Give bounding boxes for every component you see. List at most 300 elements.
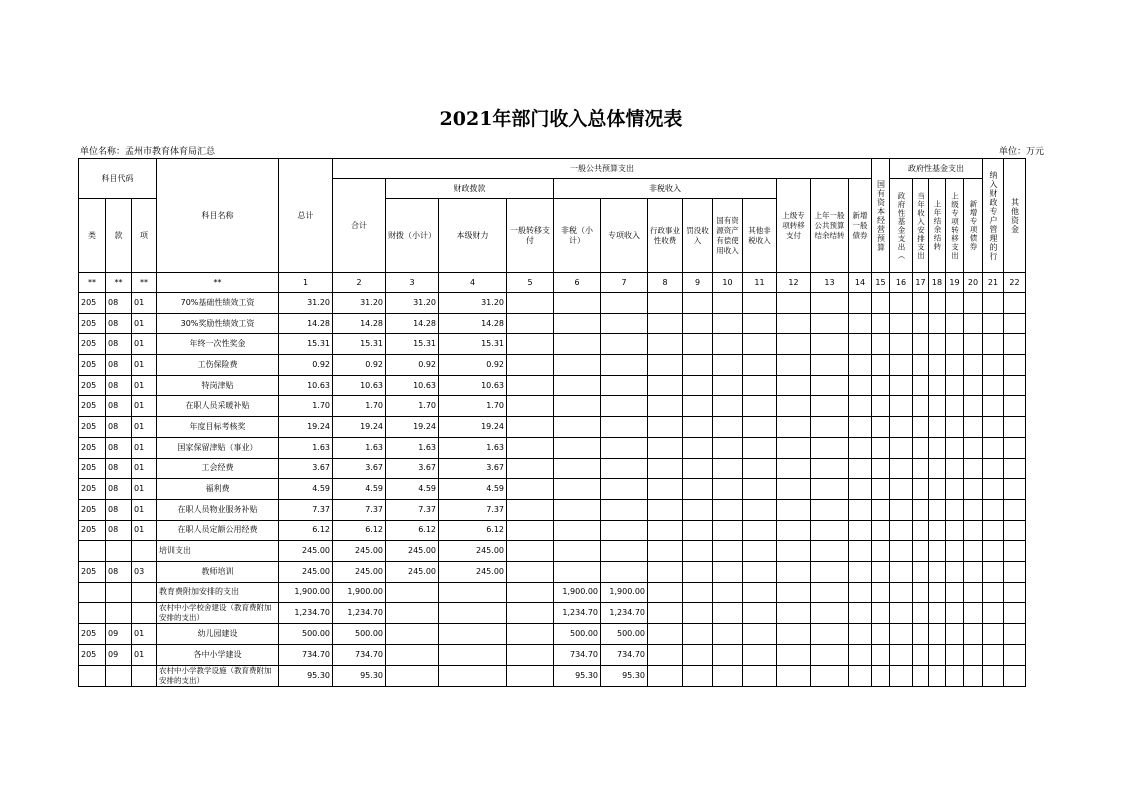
empty-cell (929, 541, 946, 562)
empty-cell (713, 520, 743, 541)
value-cell (554, 499, 601, 520)
empty-cell (713, 293, 743, 314)
value-cell: 245.00 (386, 561, 439, 582)
empty-cell (811, 437, 849, 458)
empty-cell (849, 520, 872, 541)
value-cell: 3.67 (439, 458, 507, 479)
empty-cell (777, 479, 811, 500)
column-number-cell: 21 (983, 273, 1004, 293)
value-cell: 1.70 (386, 396, 439, 417)
general-budget-header: 一般公共预算支出 (333, 159, 872, 179)
stars-cell: ** (157, 273, 279, 293)
xiang-cell: 01 (132, 520, 157, 541)
value-cell (439, 624, 507, 645)
empty-cell (743, 479, 777, 500)
xiang-cell (132, 603, 157, 624)
empty-cell (777, 293, 811, 314)
value-cell: 4.59 (333, 479, 386, 500)
table-row (79, 293, 1026, 314)
xiang-cell: 01 (132, 375, 157, 396)
empty-cell (713, 458, 743, 479)
column-number-cell: 3 (386, 273, 439, 293)
table-row (79, 645, 1026, 666)
empty-cell (983, 479, 1004, 500)
kuan-cell: 08 (106, 355, 132, 376)
empty-cell (1004, 479, 1026, 500)
new-debt-header: 新增一般债券 (849, 179, 872, 273)
xiang-cell: 01 (132, 334, 157, 355)
value-cell: 19.24 (386, 417, 439, 438)
value-cell: 1,234.70 (601, 603, 648, 624)
empty-cell (946, 603, 964, 624)
empty-cell (872, 541, 890, 562)
empty-cell (777, 582, 811, 603)
empty-cell (683, 603, 713, 624)
empty-cell (683, 665, 713, 686)
empty-cell (890, 603, 913, 624)
empty-cell (929, 665, 946, 686)
value-cell: 10.63 (439, 375, 507, 396)
value-cell: 1,234.70 (333, 603, 386, 624)
empty-cell (1004, 375, 1026, 396)
subject-name-cell: 农村中小学校舍建设（教育费附加安排的支出） (157, 603, 279, 624)
empty-cell (648, 355, 683, 376)
empty-cell (777, 603, 811, 624)
empty-cell (811, 582, 849, 603)
empty-cell (713, 355, 743, 376)
empty-cell (1004, 396, 1026, 417)
value-cell: 31.20 (279, 293, 333, 314)
empty-cell (1004, 293, 1026, 314)
value-cell (507, 624, 554, 645)
empty-cell (743, 293, 777, 314)
value-cell: 1,900.00 (279, 582, 333, 603)
value-cell: 1.70 (333, 396, 386, 417)
xiang-cell: 01 (132, 499, 157, 520)
empty-cell (648, 624, 683, 645)
empty-cell (648, 313, 683, 334)
kuan-cell: 08 (106, 479, 132, 500)
empty-cell (929, 437, 946, 458)
empty-cell (648, 520, 683, 541)
empty-cell (964, 582, 983, 603)
value-cell: 4.59 (279, 479, 333, 500)
value-cell: 0.92 (333, 355, 386, 376)
value-cell (601, 293, 648, 314)
state-capital-header: 国有资本经营预算 (872, 159, 890, 273)
empty-cell (1004, 437, 1026, 458)
column-number-cell: 13 (811, 273, 849, 293)
xiang-cell: 01 (132, 313, 157, 334)
value-cell: 245.00 (279, 541, 333, 562)
empty-cell (929, 624, 946, 645)
empty-cell (983, 582, 1004, 603)
empty-cell (713, 396, 743, 417)
empty-cell (1004, 561, 1026, 582)
xiang-cell: 01 (132, 624, 157, 645)
empty-cell (683, 458, 713, 479)
empty-cell (1004, 665, 1026, 686)
empty-cell (713, 645, 743, 666)
empty-cell (743, 396, 777, 417)
empty-cell (849, 375, 872, 396)
value-cell (554, 479, 601, 500)
empty-cell (913, 293, 929, 314)
kuan-cell: 08 (106, 334, 132, 355)
empty-cell (983, 437, 1004, 458)
value-cell: 0.92 (439, 355, 507, 376)
subject-name-cell: 农村中小学教学设施（教育费附加安排的支出） (157, 665, 279, 686)
lei-cell: 205 (79, 479, 106, 500)
empty-cell (777, 313, 811, 334)
lei-cell: 205 (79, 624, 106, 645)
empty-cell (913, 437, 929, 458)
value-cell: 3.67 (279, 458, 333, 479)
empty-cell (849, 645, 872, 666)
empty-cell (890, 293, 913, 314)
value-cell (554, 355, 601, 376)
empty-cell (946, 541, 964, 562)
empty-cell (777, 355, 811, 376)
empty-cell (929, 645, 946, 666)
value-cell (601, 458, 648, 479)
empty-cell (683, 355, 713, 376)
empty-cell (964, 396, 983, 417)
table-row (79, 417, 1026, 438)
empty-cell (777, 645, 811, 666)
empty-cell (913, 645, 929, 666)
empty-cell (713, 541, 743, 562)
empty-cell (713, 561, 743, 582)
empty-cell (872, 624, 890, 645)
empty-cell (929, 293, 946, 314)
empty-cell (890, 375, 913, 396)
empty-cell (913, 603, 929, 624)
value-cell: 1.63 (386, 437, 439, 458)
column-number-cell: 10 (713, 273, 743, 293)
value-cell: 31.20 (439, 293, 507, 314)
empty-cell (849, 334, 872, 355)
empty-cell (929, 396, 946, 417)
value-cell: 1.70 (279, 396, 333, 417)
empty-cell (648, 293, 683, 314)
value-cell (601, 417, 648, 438)
empty-cell (872, 375, 890, 396)
empty-cell (929, 458, 946, 479)
value-cell (507, 582, 554, 603)
empty-cell (872, 499, 890, 520)
subject-name-cell: 工会经费 (157, 458, 279, 479)
lei-cell: 205 (79, 499, 106, 520)
empty-cell (777, 437, 811, 458)
fiscal-account-header: 纳入财政专户管理的行 (983, 159, 1004, 273)
xiang-cell: 01 (132, 645, 157, 666)
empty-cell (648, 396, 683, 417)
empty-cell (913, 624, 929, 645)
empty-cell (890, 499, 913, 520)
empty-cell (983, 624, 1004, 645)
empty-cell (811, 665, 849, 686)
empty-cell (913, 355, 929, 376)
income-table (78, 158, 1026, 687)
empty-cell (1004, 624, 1026, 645)
empty-cell (872, 293, 890, 314)
lei-header: 类 (79, 199, 106, 273)
empty-cell (683, 541, 713, 562)
value-cell: 1,234.70 (279, 603, 333, 624)
stars-cell: ** (79, 273, 106, 293)
empty-cell (913, 582, 929, 603)
empty-cell (964, 479, 983, 500)
empty-cell (872, 520, 890, 541)
value-cell: 245.00 (279, 561, 333, 582)
empty-cell (964, 355, 983, 376)
value-cell: 95.30 (601, 665, 648, 686)
empty-cell (964, 313, 983, 334)
value-cell: 14.28 (333, 313, 386, 334)
empty-cell (913, 375, 929, 396)
table-row (79, 458, 1026, 479)
empty-cell (983, 313, 1004, 334)
empty-cell (872, 396, 890, 417)
value-cell: 15.31 (386, 334, 439, 355)
empty-cell (648, 665, 683, 686)
subject-name-cell: 福利费 (157, 479, 279, 500)
empty-cell (890, 665, 913, 686)
value-cell: 0.92 (279, 355, 333, 376)
empty-cell (872, 417, 890, 438)
lei-cell: 205 (79, 396, 106, 417)
empty-cell (964, 437, 983, 458)
unit-label: 单位：万元 (998, 147, 1044, 157)
kuan-cell: 09 (106, 645, 132, 666)
empty-cell (872, 355, 890, 376)
empty-cell (890, 520, 913, 541)
empty-cell (946, 665, 964, 686)
value-cell: 7.37 (279, 499, 333, 520)
empty-cell (743, 665, 777, 686)
column-number-cell: 9 (683, 273, 713, 293)
empty-cell (983, 603, 1004, 624)
empty-cell (983, 520, 1004, 541)
empty-cell (983, 293, 1004, 314)
empty-cell (890, 437, 913, 458)
lei-cell: 205 (79, 645, 106, 666)
empty-cell (913, 334, 929, 355)
kuan-cell: 08 (106, 437, 132, 458)
empty-cell (946, 561, 964, 582)
column-number-cell: 17 (913, 273, 929, 293)
kuan-cell: 08 (106, 561, 132, 582)
empty-cell (683, 582, 713, 603)
empty-cell (964, 561, 983, 582)
value-cell: 245.00 (333, 541, 386, 562)
column-number-cell: 7 (601, 273, 648, 293)
empty-cell (913, 458, 929, 479)
subject-name-cell: 70%基础性绩效工资 (157, 293, 279, 314)
empty-cell (743, 645, 777, 666)
kuan-cell: 09 (106, 624, 132, 645)
empty-cell (811, 603, 849, 624)
empty-cell (872, 458, 890, 479)
subtotal-header: 合计 (333, 179, 386, 273)
value-cell (507, 334, 554, 355)
table-row (79, 313, 1026, 334)
empty-cell (946, 313, 964, 334)
value-cell: 15.31 (333, 334, 386, 355)
empty-cell (683, 293, 713, 314)
empty-cell (1004, 355, 1026, 376)
value-cell (439, 582, 507, 603)
value-cell (439, 645, 507, 666)
xiang-cell (132, 665, 157, 686)
empty-cell (1004, 645, 1026, 666)
empty-cell (811, 396, 849, 417)
empty-cell (713, 334, 743, 355)
subject-name-cell: 在职人员采暖补贴 (157, 396, 279, 417)
upper-special-header: 上级专项转移支付 (777, 179, 811, 273)
empty-cell (1004, 520, 1026, 541)
value-cell (601, 375, 648, 396)
value-cell: 6.12 (439, 520, 507, 541)
value-cell (507, 603, 554, 624)
stars-cell: ** (106, 273, 132, 293)
empty-cell (713, 479, 743, 500)
table-row (79, 355, 1026, 376)
value-cell: 4.59 (439, 479, 507, 500)
value-cell (601, 355, 648, 376)
empty-cell (890, 624, 913, 645)
empty-cell (964, 458, 983, 479)
empty-cell (743, 458, 777, 479)
value-cell: 734.70 (601, 645, 648, 666)
empty-cell (683, 396, 713, 417)
lei-cell (79, 582, 106, 603)
lei-cell: 205 (79, 417, 106, 438)
empty-cell (913, 520, 929, 541)
value-cell: 500.00 (333, 624, 386, 645)
lei-cell: 205 (79, 293, 106, 314)
value-cell: 245.00 (333, 561, 386, 582)
empty-cell (743, 417, 777, 438)
value-cell (386, 665, 439, 686)
empty-cell (648, 582, 683, 603)
empty-cell (929, 334, 946, 355)
empty-cell (811, 499, 849, 520)
table-row (79, 541, 1026, 562)
empty-cell (890, 541, 913, 562)
value-cell: 245.00 (386, 541, 439, 562)
value-cell: 10.63 (386, 375, 439, 396)
empty-cell (811, 561, 849, 582)
empty-cell (946, 396, 964, 417)
column-number-cell: 20 (964, 273, 983, 293)
empty-cell (890, 396, 913, 417)
table-row (79, 624, 1026, 645)
empty-cell (929, 582, 946, 603)
other-nontax-header: 其他非税收入 (743, 199, 777, 273)
value-cell (507, 520, 554, 541)
value-cell: 1.70 (439, 396, 507, 417)
empty-cell (743, 499, 777, 520)
subject-name-cell: 30%奖励性绩效工资 (157, 313, 279, 334)
empty-cell (872, 582, 890, 603)
empty-cell (872, 665, 890, 686)
empty-cell (929, 499, 946, 520)
empty-cell (1004, 603, 1026, 624)
kuan-cell (106, 541, 132, 562)
lei-cell (79, 541, 106, 562)
value-cell (554, 396, 601, 417)
xiang-cell (132, 582, 157, 603)
empty-cell (743, 355, 777, 376)
empty-cell (811, 375, 849, 396)
value-cell: 1,234.70 (554, 603, 601, 624)
subject-name-cell: 年终一次性奖金 (157, 334, 279, 355)
upper-special-fund-header: 上级专项转移支出 (946, 179, 964, 273)
empty-cell (913, 313, 929, 334)
lei-cell: 205 (79, 313, 106, 334)
column-number-cell: 1 (279, 273, 333, 293)
empty-cell (713, 437, 743, 458)
empty-cell (872, 313, 890, 334)
column-number-cell: 5 (507, 273, 554, 293)
empty-cell (849, 582, 872, 603)
value-cell: 95.30 (279, 665, 333, 686)
value-cell: 6.12 (333, 520, 386, 541)
value-cell (554, 293, 601, 314)
empty-cell (683, 520, 713, 541)
empty-cell (777, 624, 811, 645)
value-cell (554, 458, 601, 479)
empty-cell (872, 603, 890, 624)
fiscal-sub-header: 财拨（小计） (386, 199, 439, 273)
value-cell: 3.67 (333, 458, 386, 479)
empty-cell (811, 479, 849, 500)
empty-cell (890, 313, 913, 334)
empty-cell (743, 313, 777, 334)
empty-cell (683, 375, 713, 396)
value-cell (507, 458, 554, 479)
empty-cell (683, 624, 713, 645)
empty-cell (648, 334, 683, 355)
empty-cell (946, 499, 964, 520)
empty-cell (946, 417, 964, 438)
value-cell: 500.00 (279, 624, 333, 645)
subject-name-cell: 特岗津贴 (157, 375, 279, 396)
empty-cell (743, 437, 777, 458)
empty-cell (648, 603, 683, 624)
gov-fund-sub-header: 政府性基金支出（ (890, 179, 913, 273)
empty-cell (849, 479, 872, 500)
empty-cell (648, 375, 683, 396)
value-cell: 95.30 (554, 665, 601, 686)
column-number-cell: 8 (648, 273, 683, 293)
value-cell: 6.12 (279, 520, 333, 541)
subject-name-cell: 教育费附加安排的支出 (157, 582, 279, 603)
empty-cell (811, 417, 849, 438)
value-cell (386, 603, 439, 624)
empty-cell (1004, 499, 1026, 520)
empty-cell (849, 561, 872, 582)
empty-cell (743, 582, 777, 603)
empty-cell (929, 355, 946, 376)
empty-cell (946, 375, 964, 396)
total-header: 总计 (279, 159, 333, 273)
value-cell (554, 313, 601, 334)
empty-cell (777, 520, 811, 541)
value-cell (507, 499, 554, 520)
